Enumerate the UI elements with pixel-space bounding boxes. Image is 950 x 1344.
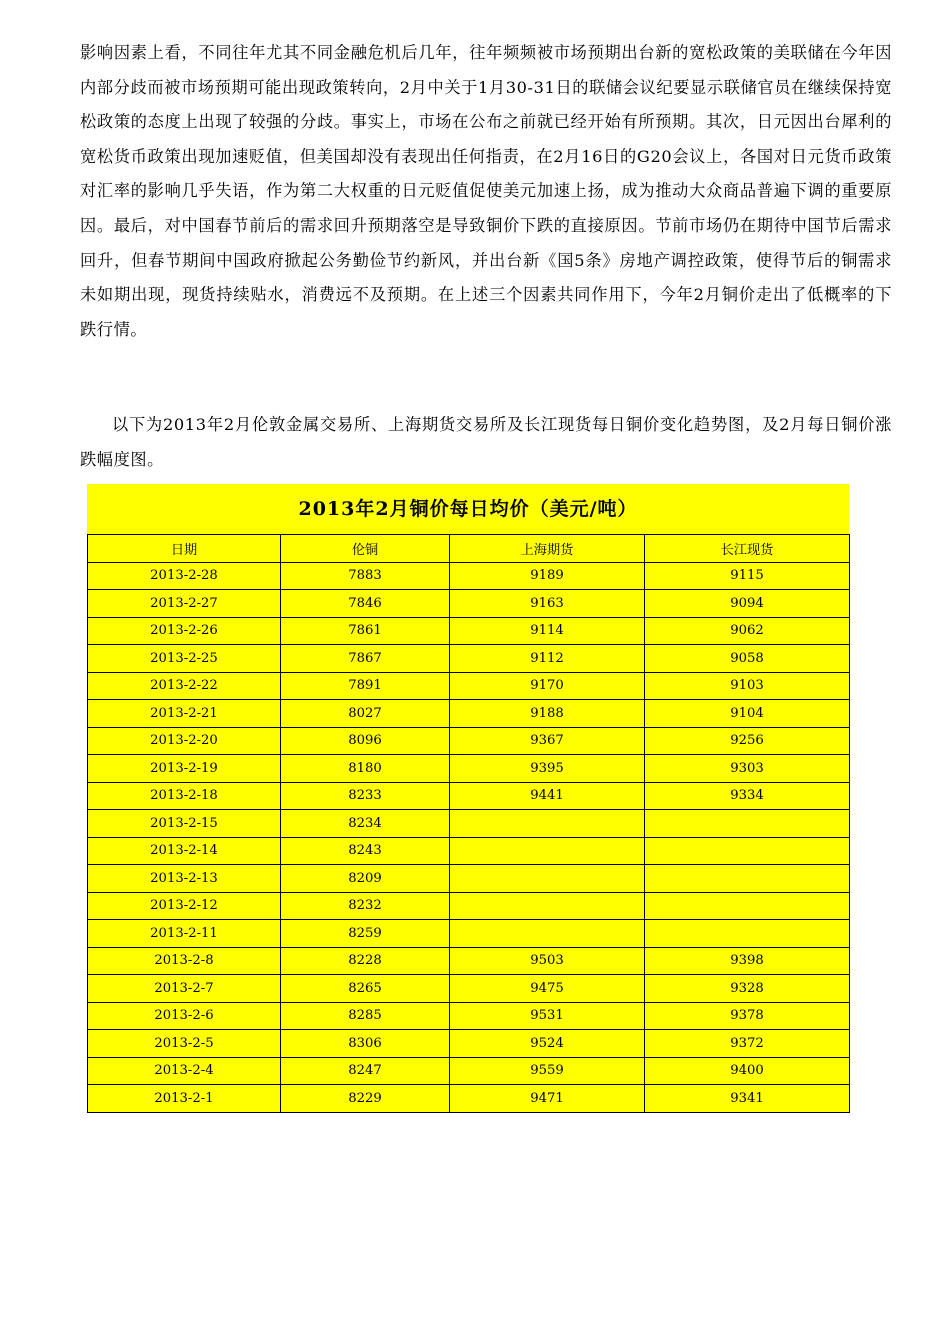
cell-lme: 7846 [281, 590, 450, 618]
table-row [88, 920, 850, 948]
copy-price-table [87, 484, 849, 1113]
table-title: 2013年2月铜价每日均价（美元/吨） [87, 484, 849, 534]
cell-date: 2013-2-6 [88, 1002, 281, 1030]
cell-date: 2013-2-8 [88, 947, 281, 975]
cell-date: 2013-2-18 [88, 782, 281, 810]
cell-changjiang [645, 892, 850, 920]
cell-changjiang: 9058 [645, 645, 850, 673]
cell-shfe: 9524 [450, 1030, 645, 1058]
cell-lme: 7883 [281, 562, 450, 590]
cell-shfe: 9188 [450, 700, 645, 728]
cell-changjiang: 9400 [645, 1057, 850, 1085]
cell-lme: 8243 [281, 837, 450, 865]
cell-changjiang [645, 810, 850, 838]
cell-lme: 8306 [281, 1030, 450, 1058]
cell-shfe: 9170 [450, 672, 645, 700]
cell-lme: 8285 [281, 1002, 450, 1030]
cell-lme: 7891 [281, 672, 450, 700]
table-header-row [88, 535, 850, 563]
cell-date: 2013-2-12 [88, 892, 281, 920]
cell-changjiang: 9398 [645, 947, 850, 975]
cell-lme: 8232 [281, 892, 450, 920]
header-changjiang: 长江现货 [645, 535, 850, 563]
cell-lme: 8180 [281, 755, 450, 783]
table-row [88, 590, 850, 618]
cell-lme: 8229 [281, 1085, 450, 1113]
cell-date: 2013-2-15 [88, 810, 281, 838]
table-row [88, 837, 850, 865]
header-lme: 伦铜 [281, 535, 450, 563]
cell-changjiang: 9094 [645, 590, 850, 618]
cell-date: 2013-2-4 [88, 1057, 281, 1085]
cell-date: 2013-2-28 [88, 562, 281, 590]
cell-shfe: 9112 [450, 645, 645, 673]
cell-changjiang [645, 920, 850, 948]
cell-shfe [450, 892, 645, 920]
cell-changjiang: 9104 [645, 700, 850, 728]
cell-changjiang [645, 865, 850, 893]
cell-changjiang: 9103 [645, 672, 850, 700]
cell-shfe [450, 837, 645, 865]
cell-shfe: 9189 [450, 562, 645, 590]
cell-date: 2013-2-26 [88, 617, 281, 645]
header-date: 日期 [88, 535, 281, 563]
table-row [88, 645, 850, 673]
cell-shfe [450, 865, 645, 893]
cell-changjiang: 9372 [645, 1030, 850, 1058]
table-row [88, 672, 850, 700]
table-row [88, 1057, 850, 1085]
table-row [88, 865, 850, 893]
cell-lme: 8234 [281, 810, 450, 838]
cell-lme: 7867 [281, 645, 450, 673]
cell-shfe: 9531 [450, 1002, 645, 1030]
cell-lme: 8233 [281, 782, 450, 810]
cell-date: 2013-2-25 [88, 645, 281, 673]
cell-changjiang: 9378 [645, 1002, 850, 1030]
table-row [88, 947, 850, 975]
table-row [88, 1002, 850, 1030]
cell-date: 2013-2-7 [88, 975, 281, 1003]
cell-date: 2013-2-22 [88, 672, 281, 700]
cell-lme: 8027 [281, 700, 450, 728]
price-table-grid [87, 534, 850, 1113]
table-row [88, 810, 850, 838]
table-row [88, 782, 850, 810]
cell-shfe: 9471 [450, 1085, 645, 1113]
table-row [88, 562, 850, 590]
cell-shfe: 9114 [450, 617, 645, 645]
cell-lme: 8247 [281, 1057, 450, 1085]
body-paragraph-1: 影响因素上看，不同往年尤其不同金融危机后几年，往年频频被市场预期出台新的宽松政策的美联储在今年因内部分歧而被市场预期可能出现政策转向，2月中关于1月30-31日的联储会议纪要显示联储官员在继续保持宽松政策的态度上出现了较强的分歧。事实上，市场在公布之前就已经开始有所预期。其次，日元因出台犀利的宽松货币政策出现加速贬值，但美国却没有表现出任何指责，在2月16日的G20会议上，各国对日元货币政策对汇率的影响几乎失语，作为第二大权重的日元贬值促使美元加速上扬，成为推动大众商品普遍下调的重要原因。最后，对中国春节前后的需求回升预期落空是导致铜价下跌的直接原因。节前市场仍在期待中国节后需求回升，但春节期间中国政府掀起公务勤俭节约新风，并出台新《国5条》房地产调控政策，使得节后的铜需求未如期出现，现货持续贴水，消费远不及预期。在上述三个因素共同作用下，今年2月铜价走出了低概率的下跌行情。 [80, 43, 892, 339]
cell-date: 2013-2-5 [88, 1030, 281, 1058]
cell-shfe: 9367 [450, 727, 645, 755]
cell-changjiang: 9115 [645, 562, 850, 590]
table-row [88, 975, 850, 1003]
body-paragraph-2: 以下为2013年2月伦敦金属交易所、上海期货交易所及长江现货每日铜价变化趋势图，及2月每日铜价涨跌幅度图。 [80, 415, 892, 469]
cell-changjiang: 9062 [645, 617, 850, 645]
cell-date: 2013-2-13 [88, 865, 281, 893]
cell-shfe: 9163 [450, 590, 645, 618]
cell-date: 2013-2-1 [88, 1085, 281, 1113]
cell-changjiang: 9341 [645, 1085, 850, 1113]
table-row [88, 755, 850, 783]
cell-shfe: 9559 [450, 1057, 645, 1085]
cell-lme: 8096 [281, 727, 450, 755]
cell-shfe [450, 810, 645, 838]
cell-changjiang [645, 837, 850, 865]
cell-changjiang: 9334 [645, 782, 850, 810]
cell-lme: 8259 [281, 920, 450, 948]
cell-changjiang: 9303 [645, 755, 850, 783]
table-row [88, 727, 850, 755]
table-row [88, 617, 850, 645]
cell-changjiang: 9256 [645, 727, 850, 755]
table-row [88, 1085, 850, 1113]
cell-date: 2013-2-11 [88, 920, 281, 948]
cell-date: 2013-2-20 [88, 727, 281, 755]
cell-shfe: 9503 [450, 947, 645, 975]
table-row [88, 892, 850, 920]
cell-changjiang: 9328 [645, 975, 850, 1003]
cell-shfe [450, 920, 645, 948]
cell-date: 2013-2-27 [88, 590, 281, 618]
cell-lme: 8265 [281, 975, 450, 1003]
cell-shfe: 9475 [450, 975, 645, 1003]
cell-lme: 8228 [281, 947, 450, 975]
cell-lme: 7861 [281, 617, 450, 645]
table-row [88, 700, 850, 728]
cell-date: 2013-2-19 [88, 755, 281, 783]
cell-date: 2013-2-14 [88, 837, 281, 865]
header-shfe: 上海期货 [450, 535, 645, 563]
cell-lme: 8209 [281, 865, 450, 893]
cell-date: 2013-2-21 [88, 700, 281, 728]
cell-shfe: 9441 [450, 782, 645, 810]
table-row [88, 1030, 850, 1058]
cell-shfe: 9395 [450, 755, 645, 783]
